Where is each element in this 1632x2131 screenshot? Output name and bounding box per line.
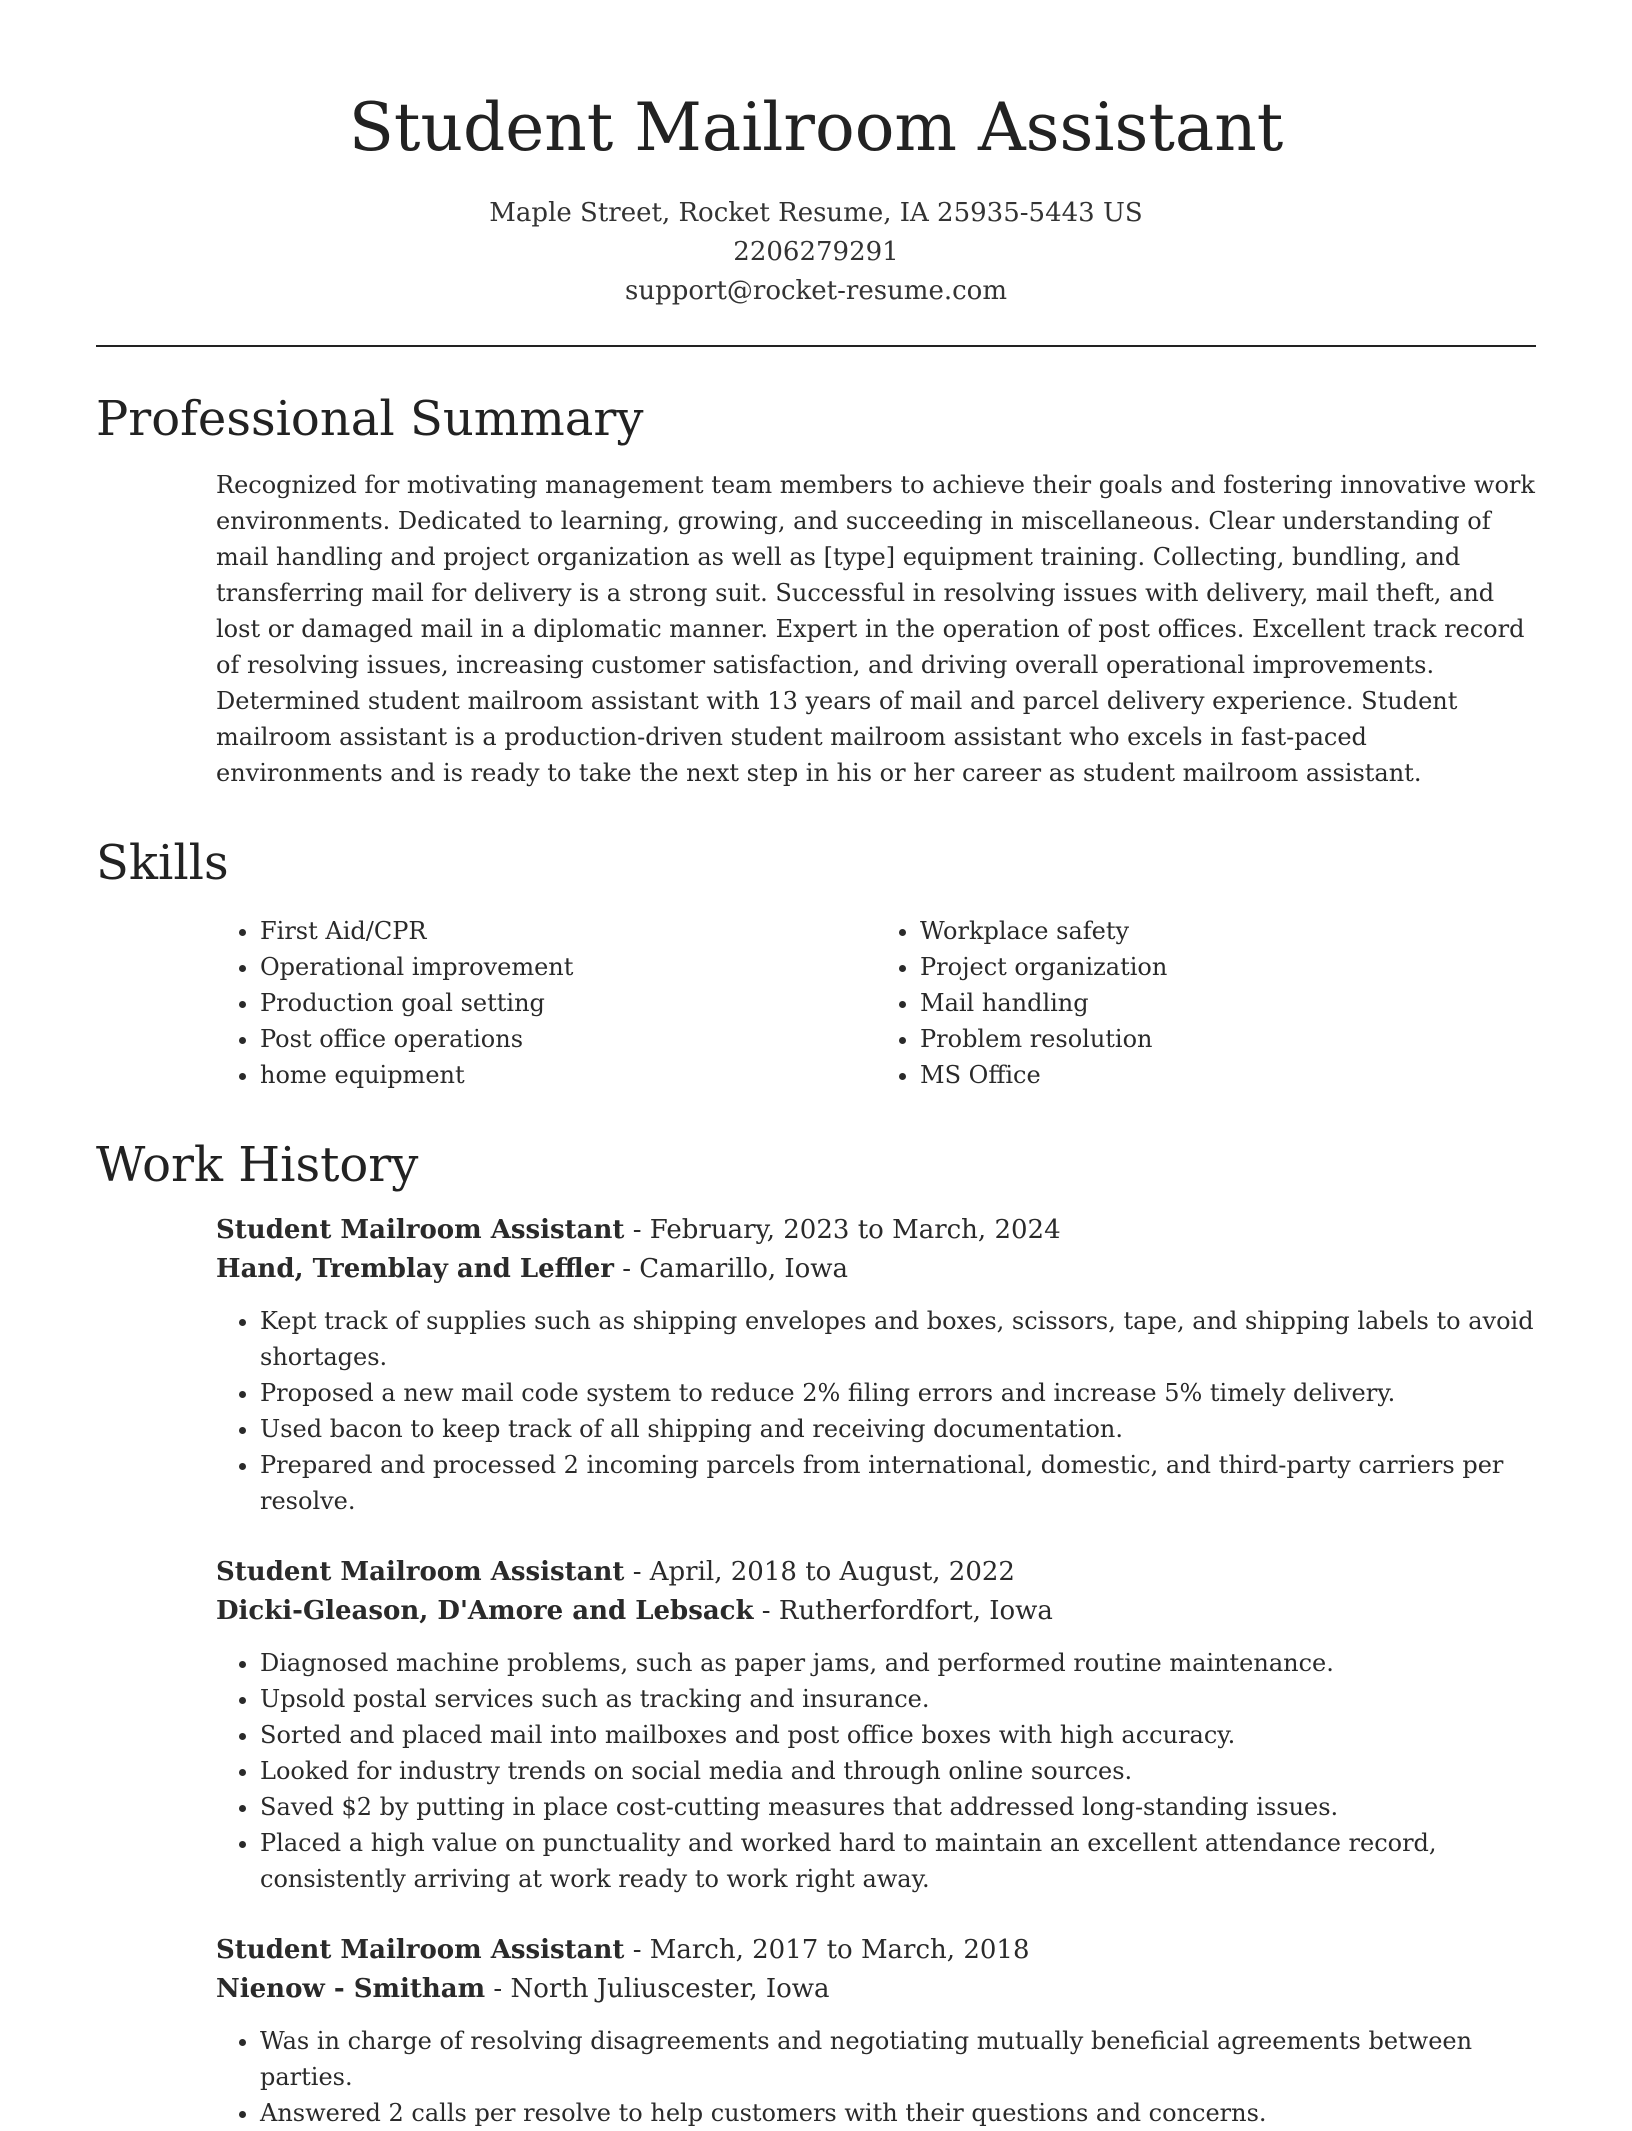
contact-block xyxy=(0,194,1632,311)
skill-item: • Mail handling xyxy=(920,985,1536,1021)
skill-item: • Project organization xyxy=(920,949,1536,985)
job-bullet: • Kept track of supplies such as shipping envelopes and boxes, scissors, tape, and shipping labels to avoid shortages. xyxy=(260,1303,1536,1375)
job-entry xyxy=(216,1553,1536,1897)
job-bullets xyxy=(216,1645,1536,1897)
job-title-line xyxy=(216,1211,1536,1250)
job-dates: - April, 2018 to August, 2022 xyxy=(624,1557,1015,1587)
job-dates: - March, 2017 to March, 2018 xyxy=(624,1935,1030,1965)
header-divider xyxy=(96,345,1536,347)
job-role: Student Mailroom Assistant xyxy=(216,1557,625,1587)
skill-item: • home equipment xyxy=(260,1057,876,1093)
summary-heading: Professional Summary xyxy=(96,391,644,447)
job-company: Hand, Tremblay and Leffler xyxy=(216,1254,614,1284)
job-company: Dicki-Gleason, D'Amore and Lebsack xyxy=(216,1596,754,1626)
skill-item: • Workplace safety xyxy=(920,913,1536,949)
skills-list xyxy=(216,913,1536,1093)
job-entry xyxy=(216,1931,1536,2131)
skills-heading: Skills xyxy=(96,835,229,891)
job-bullet: • Saved $2 by putting in place cost-cutting measures that addressed long-standing issues. xyxy=(260,1789,1536,1825)
skill-item: • Problem resolution xyxy=(920,1021,1536,1057)
job-company-line xyxy=(216,1970,1536,2009)
summary-text: Recognized for motivating management team members to achieve their goals and fostering innovative work environments. Dedicated to learning, growing, and succeeding in miscellaneous. Clear understanding of mail handling and project organization as well as [type] equipment training. Collecting, bundling, and transferring mail for delivery is a strong suit. Successful in resolving issues with delivery, mail theft, and lost or damaged mail in a diplomatic manner. Expert in the operation of post offices. Excellent track record of resolving issues, increasing customer satisfaction, and driving overall operational improvements. Determined student mailroom assistant with 13 years of mail and parcel delivery experience. Student mailroom assistant is a production-driven student mailroom assistant who excels in fast-paced environments and is ready to take the next step in his or her career as student mailroom assistant. xyxy=(216,471,1535,787)
address: Maple Street, Rocket Resume, IA 25935-5443 US xyxy=(489,198,1143,228)
job-location: - Camarillo, Iowa xyxy=(613,1254,849,1284)
job-bullet: • Proposed a new mail code system to reduce 2% filing errors and increase 5% timely delivery. xyxy=(260,1375,1536,1411)
skill-item: • Production goal setting xyxy=(260,985,876,1021)
job-bullet: • Upsold postal services such as tracking and insurance. xyxy=(260,1681,1536,1717)
job-bullet: • Was in charge of resolving disagreements and negotiating mutually beneficial agreements between parties. xyxy=(260,2023,1536,2095)
job-role: Student Mailroom Assistant xyxy=(216,1215,625,1245)
job-bullets xyxy=(216,1303,1536,1519)
job-bullet: • Looked for industry trends on social media and through online sources. xyxy=(260,1753,1536,1789)
skill-item: • Post office operations xyxy=(260,1021,876,1057)
job-bullet: • Answered 2 calls per resolve to help customers with their questions and concerns. xyxy=(260,2095,1536,2131)
skills-column-left xyxy=(216,913,876,1093)
skills-column-right xyxy=(876,913,1536,1093)
job-bullets xyxy=(216,2023,1536,2131)
job-location: - North Juliuscester, Iowa xyxy=(485,1974,830,2004)
email: support@rocket-resume.com xyxy=(624,276,1007,306)
skill-item: • MS Office xyxy=(920,1057,1536,1093)
skill-item: • First Aid/CPR xyxy=(260,913,876,949)
job-dates: - February, 2023 to March, 2024 xyxy=(624,1215,1061,1245)
job-title-line xyxy=(216,1931,1536,1970)
job-bullet: • Placed a high value on punctuality and worked hard to maintain an excellent attendance record, consistently arriving at work ready to work right away. xyxy=(260,1825,1536,1897)
job-company-line xyxy=(216,1250,1536,1289)
job-bullet: • Sorted and placed mail into mailboxes and post office boxes with high accuracy. xyxy=(260,1717,1536,1753)
phone: 2206279291 xyxy=(733,237,899,267)
job-company: Nienow - Smitham xyxy=(216,1974,486,2004)
job-bullet: • Prepared and processed 2 incoming parcels from international, domestic, and third-party carriers per resolve. xyxy=(260,1447,1536,1519)
job-bullet: • Diagnosed machine problems, such as paper jams, and performed routine maintenance. xyxy=(260,1645,1536,1681)
work-history-heading: Work History xyxy=(96,1137,419,1193)
job-company-line xyxy=(216,1592,1536,1631)
job-location: - Rutherfordfort, Iowa xyxy=(753,1596,1053,1626)
job-entry xyxy=(216,1211,1536,1519)
job-bullet: • Used bacon to keep track of all shipping and receiving documentation. xyxy=(260,1411,1536,1447)
resume-header xyxy=(0,0,1632,311)
job-title-line xyxy=(216,1553,1536,1592)
job-role: Student Mailroom Assistant xyxy=(216,1935,625,1965)
candidate-name: Student Mailroom Assistant xyxy=(348,89,1284,166)
skill-item: • Operational improvement xyxy=(260,949,876,985)
